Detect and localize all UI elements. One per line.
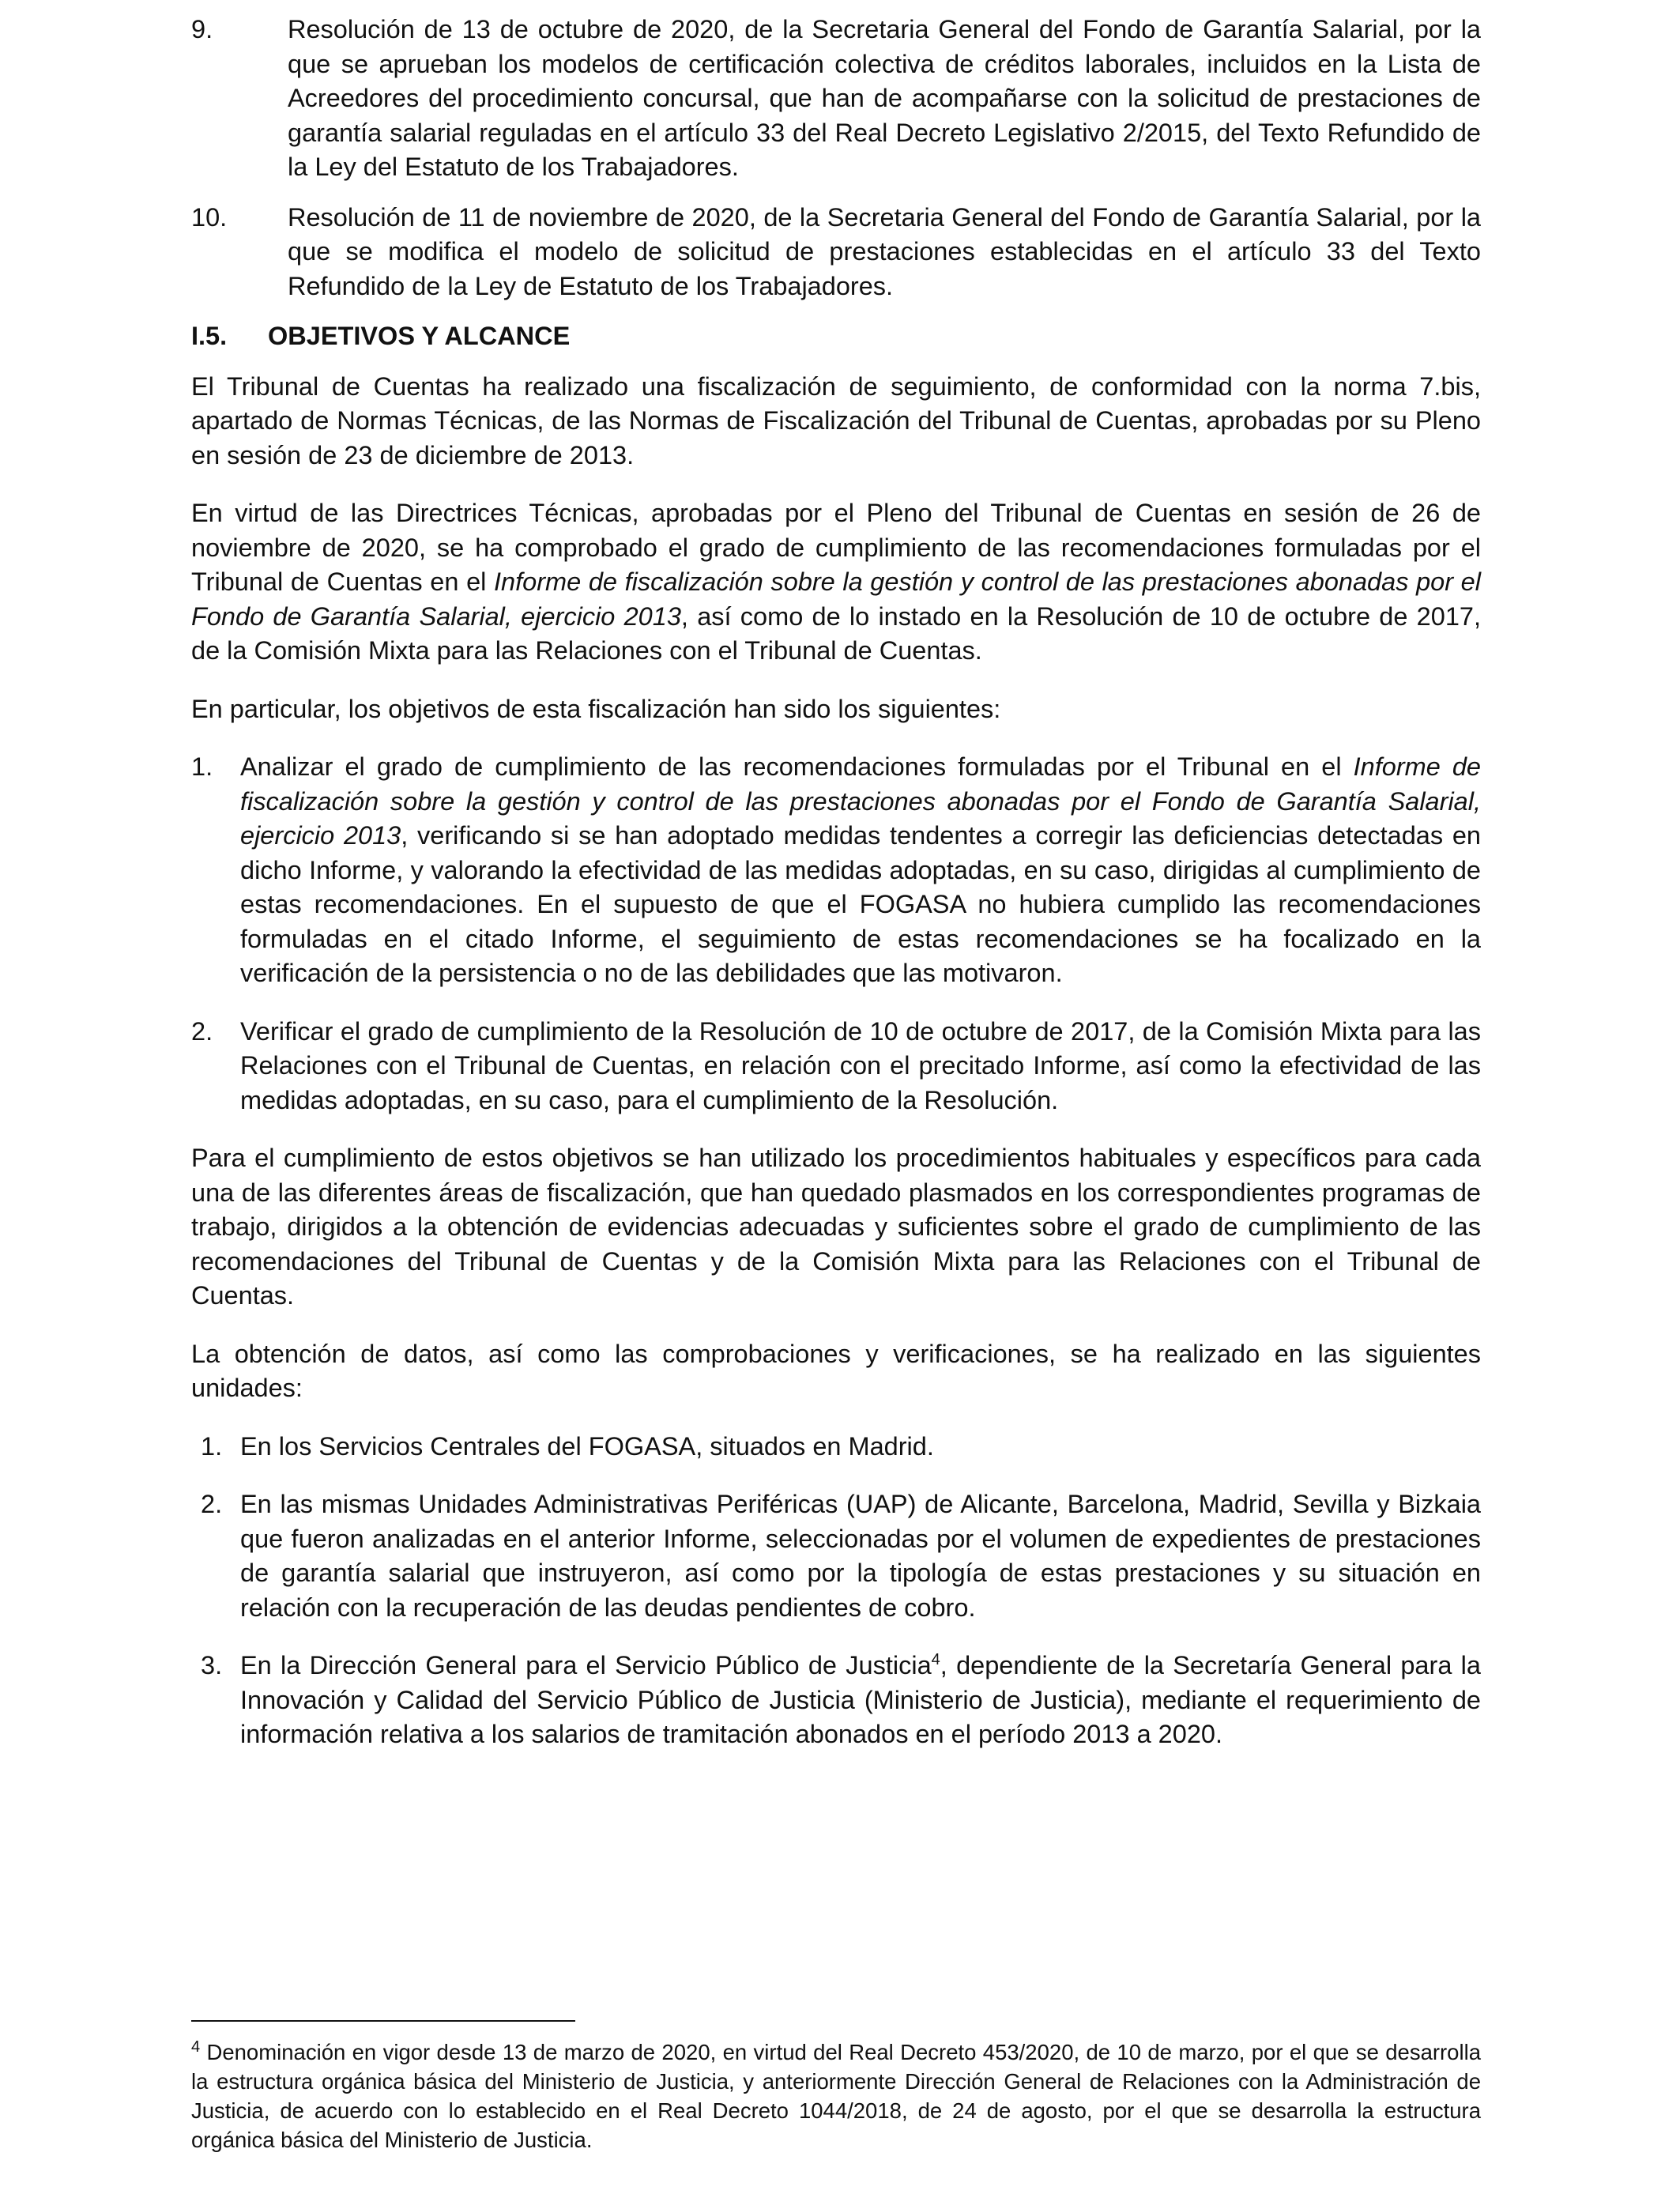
list-item	[191, 13, 1481, 185]
unit-text-part: , dependiente de la Secretaría General para la Innovación y Calidad del Servicio Público de Justicia (Ministerio de Justicia), mediante el requerimiento de información relativa a los salarios de tramitación abonados en el período 2013 a 2020.	[240, 1651, 1481, 1748]
section-number: I.5.	[191, 322, 228, 350]
report-title-italic: Informe de fiscalización sobre la gestión y control de las prestaciones abonadas por el Fondo de Garantía Salarial, ejercicio 2013	[240, 752, 1481, 850]
paragraph-procedimientos: Para el cumplimiento de estos objetivos se han utilizado los procedimientos habituales y específicos para cada una de las diferentes áreas de fiscalización, que han quedado plasmados en los correspondientes programas de trabajo, dirigidos a la obtención de evidencias adecuadas y suficientes sobre el grado de cumplimiento de las recomendaciones del Tribunal de Cuentas y de la Comisión Mixta para las Relaciones con el Tribunal de Cuentas.	[191, 1144, 1481, 1310]
paragraph-norma: El Tribunal de Cuentas ha realizado una fiscalización de seguimiento, de conformidad con la norma 7.bis, apartado de Normas Técnicas, de las Normas de Fiscalización del Tribunal de Cuentas, aprobadas por su Pleno en sesión de 23 de diciembre de 2013.	[191, 371, 1481, 469]
unit-number: 3.	[201, 1651, 223, 1679]
footnote-reference: 4	[931, 1651, 940, 1669]
document-page	[191, 13, 1481, 1752]
objective-text	[240, 750, 1481, 991]
paragraph-objetivos-intro: En particular, los objetivos de esta fiscalización han sido los siguientes:	[191, 694, 1001, 723]
section-title: OBJETIVOS Y ALCANCE	[268, 322, 571, 350]
paragraph-directrices	[191, 496, 1481, 669]
objective-item	[191, 750, 1481, 991]
list-item	[191, 201, 1481, 304]
unit-number: 2.	[201, 1490, 223, 1518]
unit-item	[191, 1487, 1481, 1625]
unit-text-part: En la Dirección General para el Servicio Público de Justicia	[240, 1651, 932, 1679]
unit-text: En las mismas Unidades Administrativas Periféricas (UAP) de Alicante, Barcelona, Madrid, Sevilla y Bizkaia que fueron analizadas en el anterior Informe, seleccionadas por el volumen de expedientes de prestaciones de garantía salarial que instruyeron, así como por la tipología de estas prestaciones y su situación en relación con la recuperación de las deudas pendientes de cobro.	[240, 1490, 1481, 1622]
objective-item	[191, 1015, 1481, 1118]
paragraph-text: En virtud de las Directrices Técnicas, aprobadas por el Pleno del Tribunal de Cuentas en sesión de 26 de noviembre de 2020, se ha comprobado el grado de cumplimiento de las recomendaciones formuladas por el Tribunal de Cuentas en el	[191, 499, 1481, 596]
report-title-italic: Informe de fiscalización sobre la gestión y control de las prestaciones abonadas por el Fondo de Garantía Salarial, ejercicio 2013	[191, 567, 1481, 631]
footnote	[191, 2038, 1481, 2154]
footnote-text: Denominación en vigor desde 13 de marzo de 2020, en virtud del Real Decreto 453/2020, de 10 de marzo, por el que se desarrolla la estructura orgánica básica del Ministerio de Justicia, y anteriormente Dirección General de Relaciones con la Administración de Justicia, de acuerdo con lo establecido en el Real Decreto 1044/2018, de 24 de agosto, por el que se desarrolla la estructura orgánica básica del Ministerio de Justicia.	[191, 2040, 1481, 2152]
footnote-marker: 4	[191, 2038, 201, 2056]
objective-number: 2.	[191, 1016, 213, 1046]
list-item-text: Resolución de 11 de noviembre de 2020, de la Secretaria General del Fondo de Garantía Salarial, por la que se modifica el modelo de solicitud de prestaciones establecidas en el artículo 33 del Texto Refundido de la Ley de Estatuto de los Trabajadores.	[288, 202, 1481, 300]
objective-text-part: Analizar el grado de cumplimiento de las recomendaciones formuladas por el Tribunal en el	[240, 752, 1354, 781]
unit-item	[191, 1430, 1481, 1465]
unit-item	[191, 1649, 1481, 1752]
list-item-number: 10.	[191, 202, 228, 232]
objective-number: 1.	[191, 752, 213, 781]
objective-text: Verificar el grado de cumplimiento de la Resolución de 10 de octubre de 2017, de la Comisión Mixta para las Relaciones con el Tribunal de Cuentas, en relación con el precitado Informe, así como la efectividad de las medidas adoptadas, en su caso, para el cumplimiento de la Resolución.	[240, 1016, 1481, 1114]
objective-text-part: , verificando si se han adoptado medidas tendentes a corregir las deficiencias detectadas en dicho Informe, y valorando la efectividad de las medidas adoptadas, en su caso, dirigidas al cumplimiento de estas recomendaciones. En el supuesto de que el FOGASA no hubiera cumplido las recomendaciones formuladas en el citado Informe, el seguimiento de estas recomendaciones se ha focalizado en la verificación de la persistencia o no de las debilidades que las motivaron.	[240, 821, 1481, 987]
list-item-text: Resolución de 13 de octubre de 2020, de la Secretaria General del Fondo de Garantía Salarial, por la que se aprueban los modelos de certificación colectiva de créditos laborales, incluidos en la Lista de Acreedores del procedimiento concursal, que han de acompañarse con la solicitud de prestaciones de garantía salarial reguladas en el artículo 33 del Real Decreto Legislativo 2/2015, del Texto Refundido de la Ley del Estatuto de los Trabajadores.	[288, 15, 1481, 181]
section-heading	[191, 319, 1481, 354]
paragraph-text: , así como de lo instado en la Resolución de 10 de octubre de 2017, de la Comisión Mixta para las Relaciones con el Tribunal de Cuentas.	[191, 601, 1482, 665]
unit-text	[240, 1649, 1481, 1752]
unit-text: En los Servicios Centrales del FOGASA, situados en Madrid.	[240, 1431, 934, 1461]
footnote-separator	[191, 2020, 575, 2022]
paragraph-unidades-intro: La obtención de datos, así como las comprobaciones y verificaciones, se ha realizado en las siguientes unidades:	[191, 1339, 1481, 1402]
unit-number: 1.	[201, 1431, 223, 1461]
list-item-number: 9.	[191, 15, 213, 43]
